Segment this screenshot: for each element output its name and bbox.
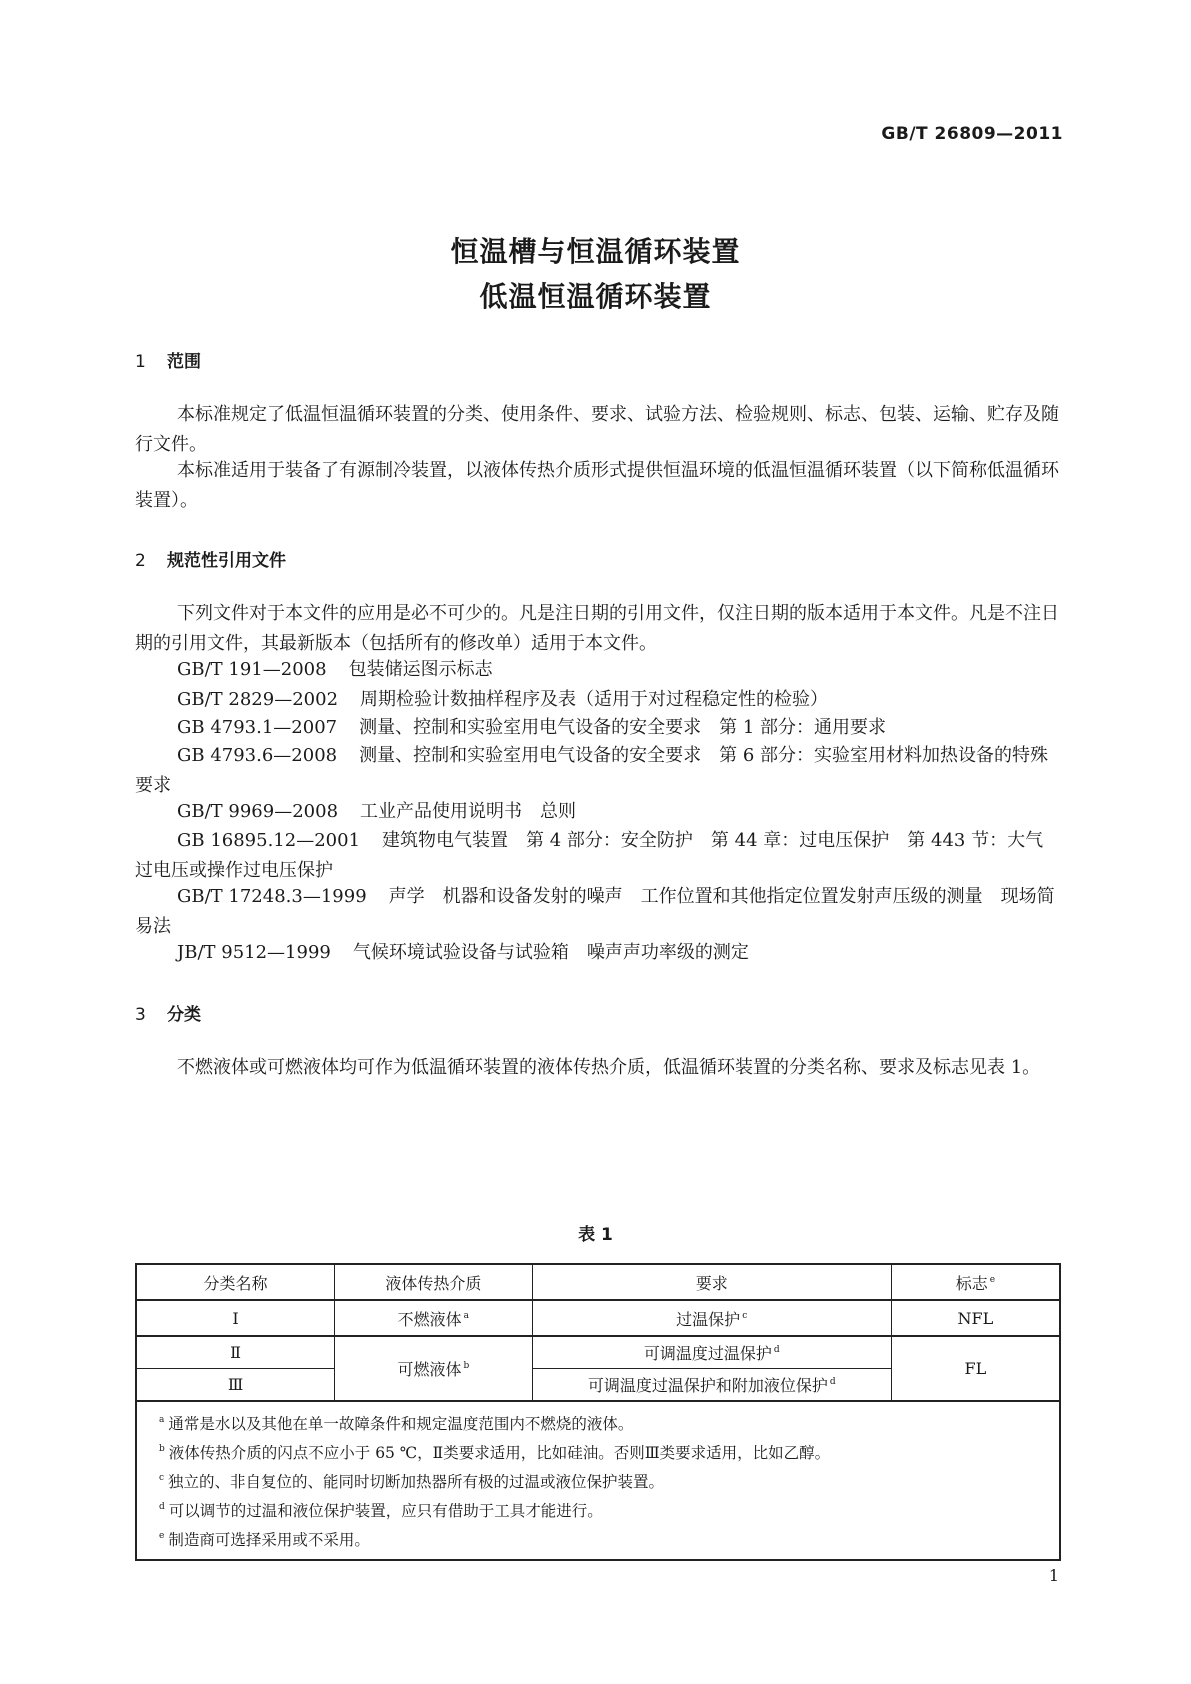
footnote-marker: d [829, 1377, 836, 1387]
reference-title: 周期检验计数抽样程序及表（适用于对过程稳定性的检验） [360, 689, 829, 710]
section-3-heading [135, 1000, 201, 1025]
requirement-text: 可调温度过温保护 [643, 1344, 772, 1363]
table-note [145, 1437, 1051, 1466]
reference-code: GB 16895.12—2001 [177, 830, 361, 851]
table-row [136, 1300, 1060, 1336]
table-notes-row [136, 1401, 1060, 1560]
class-cell: Ⅰ [136, 1300, 335, 1336]
note-key: b [159, 1444, 165, 1454]
section-title: 范围 [167, 352, 201, 372]
reference-item [135, 826, 1059, 886]
classification-table [135, 1263, 1061, 1561]
reference-code: GB/T 9969—2008 [177, 801, 339, 822]
class-cell: Ⅱ [136, 1336, 335, 1369]
column-header: 要求 [532, 1264, 891, 1300]
table-row [136, 1336, 1060, 1369]
column-header: 液体传热介质 [335, 1264, 533, 1300]
scope-paragraph-1: 本标准规定了低温恒温循环装置的分类、使用条件、要求、试验方法、检验规则、标志、包装、运输、贮存及随行文件。 [135, 404, 1059, 455]
mark-cell: FL [891, 1336, 1060, 1401]
reference-code: JB/T 9512—1999 [177, 942, 331, 963]
section-title: 规范性引用文件 [167, 551, 286, 571]
section-number: 3 [135, 1005, 146, 1025]
class-cell: Ⅲ [136, 1369, 335, 1402]
reference-item [135, 938, 1059, 968]
reference-item [135, 741, 1059, 801]
table-notes [136, 1401, 1060, 1560]
section-2-heading [135, 546, 286, 571]
reference-title: 包装储运图示标志 [348, 659, 493, 680]
reference-code: GB 4793.1—2007 [177, 717, 338, 738]
table-note [145, 1466, 1051, 1495]
scope-paragraph-2: 本标准适用于装备了有源制冷装置，以液体传热介质形式提供恒温环境的低温恒温循环装置（以下简称低温循环装置）。 [135, 460, 1059, 511]
reference-item [135, 797, 1059, 827]
section-1-heading [135, 347, 201, 372]
medium-cell [335, 1300, 533, 1336]
table-caption: 表 1 [578, 1225, 613, 1245]
medium-text: 不燃液体 [397, 1309, 462, 1329]
reference-code: GB/T 17248.3—1999 [177, 886, 367, 907]
reference-item [135, 655, 1059, 685]
table-note [145, 1524, 1051, 1553]
header-text: 标志 [955, 1273, 988, 1293]
reference-title: 声学 机器和设备发射的噪声 工作位置和其他指定位置发射声压级的测量 现场简易法 [135, 886, 1055, 937]
medium-cell [335, 1336, 533, 1401]
requirement-cell [532, 1369, 891, 1402]
section-number: 2 [135, 551, 146, 571]
requirement-cell [532, 1336, 891, 1369]
note-key: e [159, 1531, 165, 1541]
document-title-line2: 低温恒温循环装置 [479, 280, 712, 313]
page-number: 1 [1048, 1566, 1059, 1585]
reference-item [135, 685, 1059, 715]
footnote-marker: b [463, 1361, 470, 1371]
standard-code: GB/T 26809—2011 [881, 124, 1063, 144]
note-text: 独立的、非自复位的、能同时切断加热器所有极的过温或液位保护装置。 [168, 1473, 665, 1491]
reference-title: 气候环境试验设备与试验箱 噪声声功率级的测定 [352, 942, 749, 963]
note-text: 可以调节的过温和液位保护装置，应只有借助于工具才能进行。 [168, 1502, 603, 1520]
requirement-text: 过温保护 [676, 1309, 741, 1329]
medium-text: 可燃液体 [397, 1360, 462, 1379]
reference-title: 测量、控制和实验室用电气设备的安全要求 第 1 部分：通用要求 [359, 717, 887, 738]
section-number: 1 [135, 352, 146, 372]
references-intro: 下列文件对于本文件的应用是必不可少的。凡是注日期的引用文件，仅注日期的版本适用于本文件。凡是不注日期的引用文件，其最新版本（包括所有的修改单）适用于本文件。 [135, 603, 1059, 654]
column-header [891, 1264, 1060, 1300]
note-text: 液体传热介质的闪点不应小于 65 ℃，Ⅱ类要求适用，比如硅油。否则Ⅲ类要求适用，比如乙醇。 [168, 1444, 831, 1462]
column-header: 分类名称 [136, 1264, 335, 1300]
note-key: a [159, 1415, 165, 1425]
table-header-row [136, 1264, 1060, 1300]
section-title: 分类 [167, 1005, 201, 1025]
reference-title: 建筑物电气装置 第 4 部分：安全防护 第 44 章：过电压保护 第 443 节：大气过电压或操作过电压保护 [135, 830, 1044, 881]
footnote-marker: d [773, 1345, 780, 1355]
note-key: d [159, 1502, 165, 1512]
reference-item [135, 713, 1059, 743]
note-key: c [159, 1473, 165, 1483]
table-note [145, 1495, 1051, 1524]
reference-code: GB 4793.6—2008 [177, 745, 338, 766]
reference-code: GB/T 191—2008 [177, 659, 327, 680]
table-note [145, 1408, 1051, 1437]
mark-cell: NFL [891, 1300, 1060, 1336]
requirement-cell [532, 1300, 891, 1336]
reference-code: GB/T 2829—2002 [177, 689, 339, 710]
reference-item [135, 882, 1059, 942]
reference-title: 测量、控制和实验室用电气设备的安全要求 第 6 部分：实验室用材料加热设备的特殊要求 [135, 745, 1049, 796]
note-text: 制造商可选择采用或不采用。 [168, 1531, 370, 1549]
document-title-line1: 恒温槽与恒温循环装置 [450, 235, 741, 268]
classification-paragraph: 不燃液体或可燃液体均可作为低温循环装置的液体传热介质，低温循环装置的分类名称、要求及标志见表 1。 [177, 1057, 1041, 1078]
footnote-marker: a [463, 1310, 470, 1321]
reference-title: 工业产品使用说明书 总则 [360, 801, 577, 822]
footnote-marker: e [989, 1274, 996, 1285]
requirement-text: 可调温度过温保护和附加液位保护 [587, 1376, 828, 1395]
footnote-marker: c [742, 1310, 748, 1321]
note-text: 通常是水以及其他在单一故障条件和规定温度范围内不燃烧的液体。 [168, 1415, 634, 1433]
